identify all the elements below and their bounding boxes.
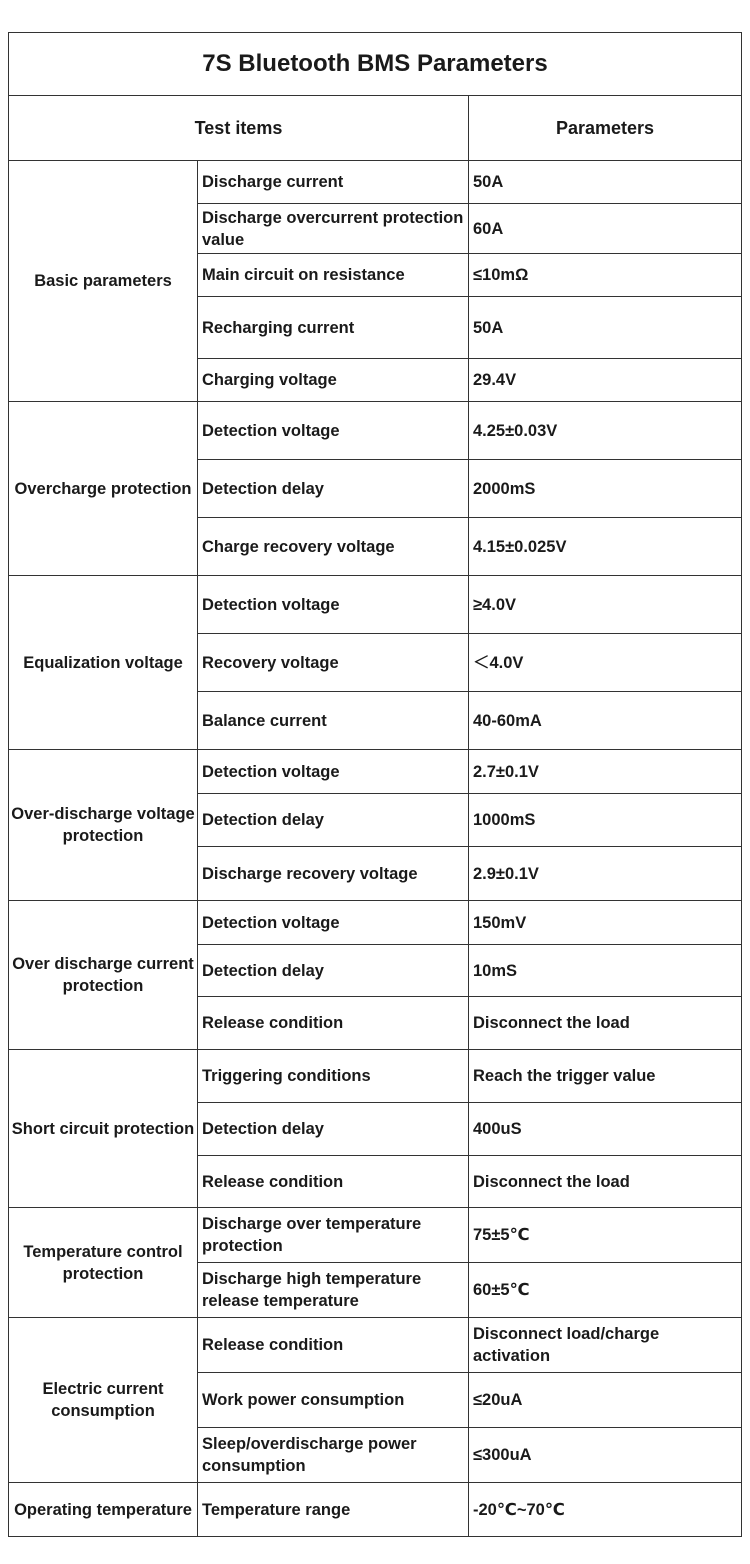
parameter-value-cell: 1000mS (469, 794, 742, 847)
parameter-value-cell: 50A (469, 161, 742, 204)
parameter-value-cell: Reach the trigger value (469, 1050, 742, 1103)
parameter-value-cell: 2000mS (469, 460, 742, 518)
test-item-cell: Detection voltage (198, 576, 469, 634)
parameter-value-cell: -20℃~70℃ (469, 1483, 742, 1537)
group-label: Short circuit protection (9, 1050, 198, 1208)
table-row (9, 161, 742, 204)
group-label: Over-discharge voltage protection (9, 750, 198, 901)
test-item-cell: Detection voltage (198, 901, 469, 945)
test-item-cell: Balance current (198, 692, 469, 750)
parameter-value-cell: 29.4V (469, 359, 742, 402)
group-label: Equalization voltage (9, 576, 198, 750)
test-item-cell: Discharge over temperature protection (198, 1208, 469, 1263)
parameter-value-cell: ≤20uA (469, 1373, 742, 1428)
table-row (9, 1318, 742, 1373)
group-label: Overcharge protection (9, 402, 198, 576)
test-item-cell: Detection voltage (198, 750, 469, 794)
parameter-value-cell: 150mV (469, 901, 742, 945)
table-row (9, 576, 742, 634)
group-label: Over discharge current protection (9, 901, 198, 1050)
parameter-value-cell: ≥4.0V (469, 576, 742, 634)
parameter-value-cell: Disconnect load/charge activation (469, 1318, 742, 1373)
test-item-cell: Release condition (198, 1156, 469, 1208)
test-item-cell: Work power consumption (198, 1373, 469, 1428)
test-item-cell: Recharging current (198, 297, 469, 359)
test-item-cell: Discharge recovery voltage (198, 847, 469, 901)
test-item-cell: Detection delay (198, 1103, 469, 1156)
test-item-cell: Release condition (198, 1318, 469, 1373)
parameter-value-cell: 75±5℃ (469, 1208, 742, 1263)
parameter-value-cell: 400uS (469, 1103, 742, 1156)
test-item-cell: Discharge current (198, 161, 469, 204)
parameter-value-cell: 10mS (469, 945, 742, 997)
test-item-cell: Discharge high temperature release temperature (198, 1263, 469, 1318)
parameter-value-cell: 4.25±0.03V (469, 402, 742, 460)
test-item-cell: Detection delay (198, 945, 469, 997)
test-item-cell: Charge recovery voltage (198, 518, 469, 576)
test-item-cell: Main circuit on resistance (198, 254, 469, 297)
group-label: Operating temperature (9, 1483, 198, 1537)
parameter-value-cell: 4.15±0.025V (469, 518, 742, 576)
group-label: Temperature control protection (9, 1208, 198, 1318)
table-row (9, 1483, 742, 1537)
parameters-sheet (8, 32, 741, 1537)
parameter-value-cell: 40-60mA (469, 692, 742, 750)
header-parameters: Parameters (469, 96, 742, 161)
test-item-cell: Discharge overcurrent protection value (198, 204, 469, 254)
parameter-value-cell: Disconnect the load (469, 997, 742, 1050)
parameter-value-cell: ≤10mΩ (469, 254, 742, 297)
table-row (9, 1050, 742, 1103)
parameter-value-cell: ＜4.0V (469, 634, 742, 692)
test-item-cell: Triggering conditions (198, 1050, 469, 1103)
test-item-cell: Charging voltage (198, 359, 469, 402)
test-item-cell: Release condition (198, 997, 469, 1050)
table-row (9, 402, 742, 460)
parameter-value-cell: 2.9±0.1V (469, 847, 742, 901)
parameter-value-cell: 60±5℃ (469, 1263, 742, 1318)
test-item-cell: Detection voltage (198, 402, 469, 460)
group-label: Basic parameters (9, 161, 198, 402)
group-label: Electric current consumption (9, 1318, 198, 1483)
test-item-cell: Detection delay (198, 460, 469, 518)
table-row (9, 1208, 742, 1263)
parameter-value-cell: 50A (469, 297, 742, 359)
parameters-table (8, 32, 742, 1537)
parameter-value-cell: ≤300uA (469, 1428, 742, 1483)
test-item-cell: Temperature range (198, 1483, 469, 1537)
parameter-value-cell: 60A (469, 204, 742, 254)
title-row (9, 33, 742, 96)
table-row (9, 901, 742, 945)
table-title: 7S Bluetooth BMS Parameters (9, 33, 742, 96)
parameter-value-cell: 2.7±0.1V (469, 750, 742, 794)
parameter-value-cell: Disconnect the load (469, 1156, 742, 1208)
test-item-cell: Sleep/overdischarge power consumption (198, 1428, 469, 1483)
test-item-cell: Detection delay (198, 794, 469, 847)
header-row (9, 96, 742, 161)
table-row (9, 750, 742, 794)
header-test-items: Test items (9, 96, 469, 161)
test-item-cell: Recovery voltage (198, 634, 469, 692)
